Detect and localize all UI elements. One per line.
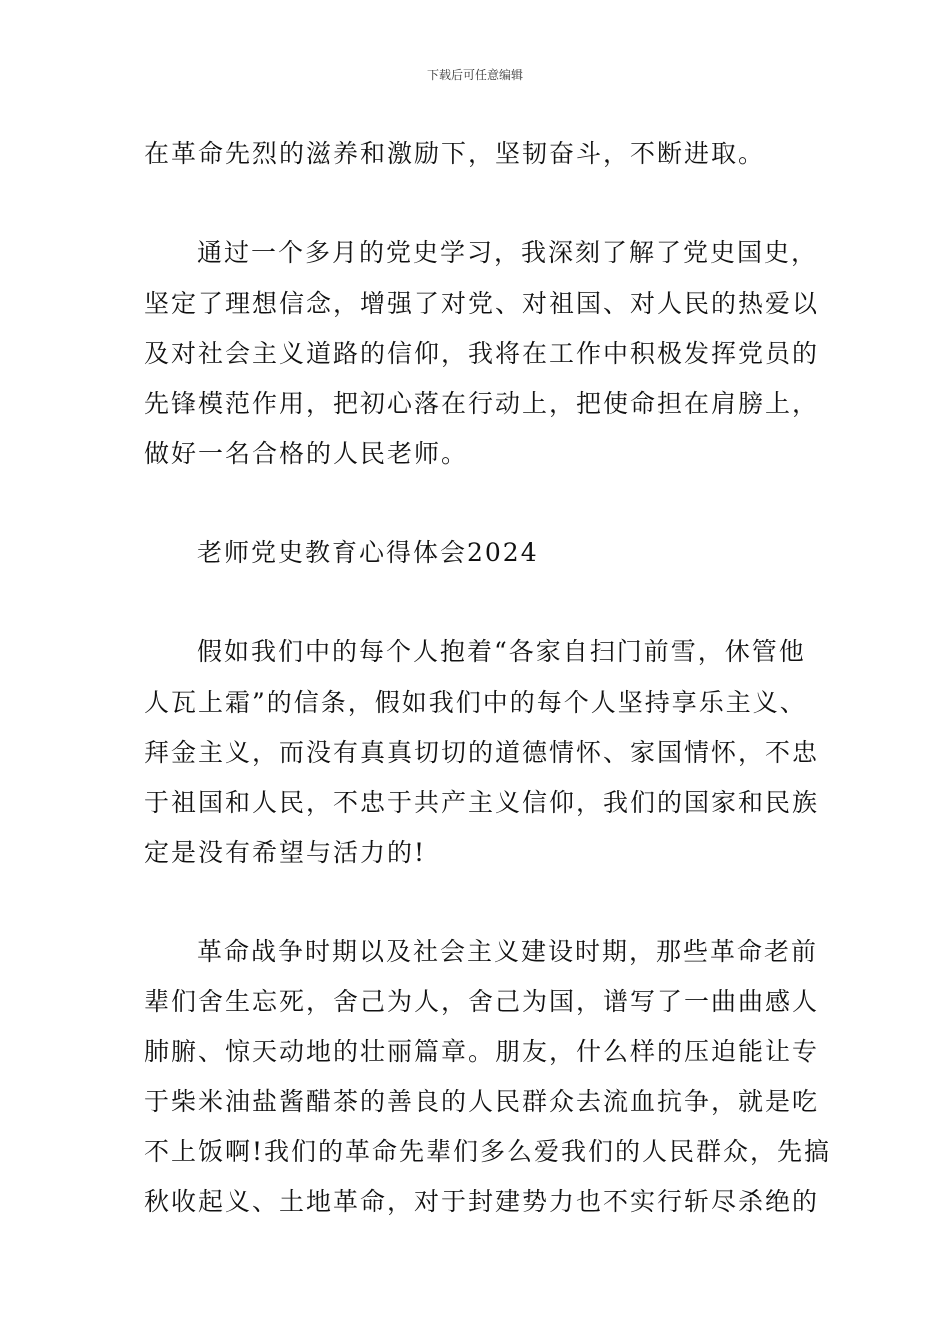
section-heading: 老师党史教育心得体会2024 — [197, 538, 539, 567]
text-line: 做好一名合格的人民老师。 — [144, 439, 469, 468]
text-line: 在革命先烈的滋养和激励下，坚韧奋斗，不断进取。 — [144, 139, 766, 168]
text-line: 秋收起义、土地革命，对于封建势力也不实行斩尽杀绝的 — [144, 1187, 820, 1216]
text-line: 拜金主义，而没有真真切切的道德情怀、家国情怀，不忠 — [144, 738, 820, 767]
text-line: 不上饭啊!我们的革命先辈们多么爱我们的人民群众，先搞 — [144, 1137, 832, 1166]
text-line: 辈们舍生忘死，舍己为人，舍己为国，谱写了一曲曲感人 — [144, 987, 820, 1016]
text-line: 于柴米油盐酱醋茶的善良的人民群众去流血抗争，就是吃 — [144, 1087, 820, 1116]
text-line: 坚定了理想信念，增强了对党、对祖国、对人民的热爱以 — [144, 289, 820, 318]
text-line: 假如我们中的每个人抱着“各家自扫门前雪，休管他 — [197, 637, 806, 666]
text-line: 革命战争时期以及社会主义建设时期，那些革命老前 — [197, 937, 819, 966]
page-header: 下载后可任意编辑 — [426, 68, 523, 82]
text-line: 于祖国和人民，不忠于共产主义信仰，我们的国家和民族 — [144, 788, 820, 817]
text-line: 肺腑、惊天动地的壮丽篇章。朋友，什么样的压迫能让专 — [144, 1037, 820, 1066]
text-line: 通过一个多月的党史学习，我深刻了解了党史国史， — [197, 238, 819, 267]
text-line: 先锋模范作用，把初心落在行动上，把使命担在肩膀上， — [144, 389, 820, 418]
text-line: 定是没有希望与活力的! — [144, 838, 427, 867]
text-line: 及对社会主义道路的信仰，我将在工作中积极发挥党员的 — [144, 339, 820, 368]
text-line: 人瓦上霜”的信条，假如我们中的每个人坚持享乐主义、 — [144, 688, 807, 717]
